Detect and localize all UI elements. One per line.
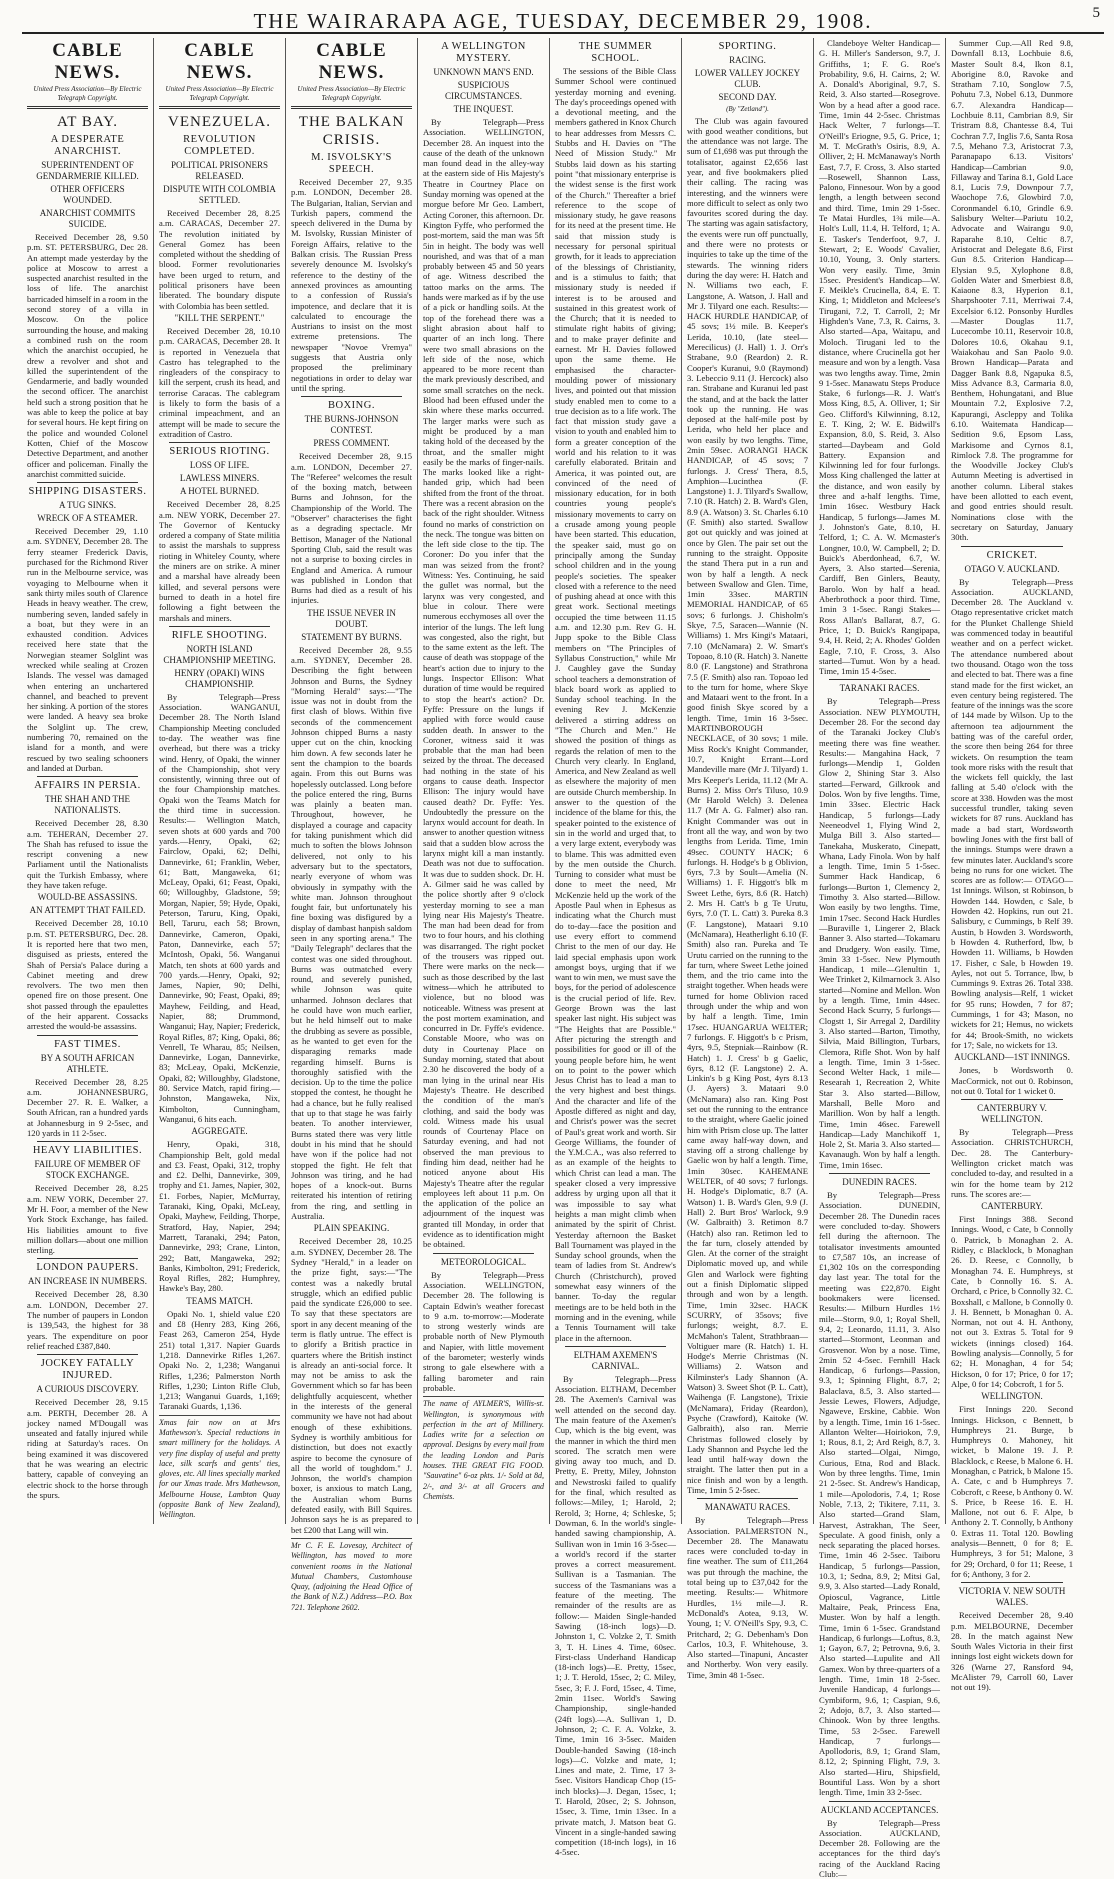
article-subhead: OTHER OFFICERS WOUNDED. xyxy=(50,184,125,205)
article-subhead: STATEMENT BY BURNS. xyxy=(301,631,402,642)
article-body: By Telegraph—Press Association. WELLINGTON, December 28. The following is Captain Edwin's weather forecast to 9 a.m. to-morrow:—Moderate to strong westerly winds are probable north of New Plymouth and Napier, with little movement of the barometer; westerly winds strong to gale elsewhere with a falling barometer and rain probable. xyxy=(423,1269,544,1393)
article-headline: VICTORIA V. NEW SOUTH WALES. xyxy=(958,1586,1066,1608)
article-body: By Telegraph—Press Association. WELLINGTON, December 28. An inquest into the cause of the death of the unknown man found dead in the alley-way at the eastern side of His Majesty's Theatre in Courtney Place on Sunday morning was opened at the morgue before Mr Geo. Lambert, Acting Coroner, this afternoon. Dr. Kington Fyffe, who performed the post-mortem, said the man was 5ft 5in in height. The body was well nourished, and was that of a man probably between 45 and 50 years of age. Witness described the tattoo marks on the arms. The hands were marked as if by the use of a pick or handling soils. At the top of the forehead there was a slight abrasion about half to quarter of an inch long. There were two small abrasions on the left side of the nose, which appeared to be more recent than the mark previously described, and some small scratches on the neck. Blood had been effused under the skin where these marks occurred. The larger marks were such as might be produced by a man taking hold of the deceased by the throat, and the smaller might easily be the marks of finger-nails. The marks looked like a right-handed grip, which had been shifted from the front of the throat. There was a recent abrasion on the back of the right shoulder. Witness found no marks of constriction on the neck. The tongue was bitten on the left side close to the tip. The Coroner: Do you infer that the man was seized from the front? Witness: Yes. Continuing, he said the gullet was normal, but the larynx was very congested, and blue in colour. There were numerous ecchymoses all over the interior of the lungs. The left lung was congested, also the right, but to the same extent as the left. The cause of death was stoppage of the heart's action due to injury to the lungs. Inspector Ellison: What duration of time would be required to stop the heart's action? Dr. Fyffe: Pressure on the lungs if applied with force would cause sudden death. In answer to the Coroner, witness said it was probable that the man had been seized by the throat. The deceased had nothing in the state of his organs to cause death. Inspector Ellison: The injury would have caused death? Dr. Fyffe: Yes. Undoubtedly the pressure on the larynx would account for death. In answer to another question witness said that a sudden blow across the larynx might kill a man instantly. Death was not due to suffocation. It was due to sudden shock. Dr. H. A. Gilmer said he was called by the police shortly after 9 o'clock yesterday morning to see a man lying near His Majesty's Theatre. The man had been dead for from two to four hours, and his clothing was disarranged. The right pocket of the trousers was ripped out. There were marks on the neck—such as those described by the last witness—which he attributed to violence, but no blood was noticeable. Witness was present at the post mortem examination, and concurred in Dr. Fyffe's evidence. Constable Moore, who was on duty in Courtenay Place on Sunday morning, stated that about 2.30 he discovered the body of a man lying in the urinal near His Majesty's Theatre. He described the condition of the man's clothing, and said the body was cold. Witness made his usual rounds of Courtenay Place on Saturday evening, and had not observed the man previous to finding him dead, neither had he noticed anyone about His Majesty's Theatre after the regular employees left about 11 p.m. On the application of the police an adjournment of the inquest was granted till Monday, in order that evidence as to identification might be obtained. xyxy=(423,117,544,1250)
article-body: Received December 27, 9.35 p.m. LONDON, December 28. The Bulgarian, Italian, Servian and Turkish papers, commend the speech delivered in the Duma by M. Isvolsky, Russian Minister of Foreign Affairs, relative to the Balkan crisis. The Russian Press severely denounce M. Isvolsky's reference to the destiny of the annexed provinces as amounting to a confession of Russia's impotence, and declare that it is calculated to encourage the Austrians to insist on the most extreme pretensions. The newspaper "Novoe Vremya" suggests that Austria only proposed the preliminary negotiations in order to delay war until the spring. xyxy=(291,177,412,393)
article-heavy-liabilities xyxy=(27,1145,148,1255)
article-body: Received December 28, 8.25 a.m. NEW YORK, December 27. The Governor of Kentucky ordered a company of State militia to assist the marshals to suppress rioting in Whiteley County, where the miners are on strike. A miner and a marshal have already been killed, and several persons were burned to death in a hotel fire following a fight between the marshals and miners. xyxy=(159,499,280,623)
article-headline: RIFLE SHOOTING. xyxy=(171,629,268,641)
article-subhead: AN INCREASE IN NUMBERS. xyxy=(27,1276,147,1287)
divider xyxy=(961,1099,1063,1100)
article-byline: (By "Zetland"). xyxy=(726,105,769,113)
article-headline: THE BALKAN CRISIS. xyxy=(298,114,405,148)
divider xyxy=(565,1346,666,1347)
article-headline: AUCKLAND ACCEPTANCES. xyxy=(820,1804,939,1815)
article-subhead: M. ISVOLSKY'S SPEECH. xyxy=(311,152,392,175)
article-subhead: A CURIOUS DISCOVERY. xyxy=(36,1384,139,1395)
divider xyxy=(169,626,270,627)
article-subhead: POLITICAL PRISONERS RELEASED. xyxy=(171,160,268,181)
article-body: First Innings 220. Second Innings. Hickson, c Bennett, b Humphreys 21. Burge, b Humphreys 0. Mahoney, hit wicket, b Malone 19. J. P. Blacklock, c Reese, b Malone 6. H. Monaghan, c Patrick, b Malone 15. A. Cate, c and b Humphreys 7. Cobcroft, c Reese, b Anthony 0. W. S. Price, b Reese 16. E. H. Mallone, not out 6. F. Alpe, b Anthony 2. T. Connolly, b Anthony 0. Extras 11. Total 120. Bowling analysis—Bennett, 0 for 8; E. Humphreys, 3 for 51; Malone, 3 for 29; Orchard, 0 for 11; Reese, 1 for 6; Anthony, 3 for 2. xyxy=(951,1404,1073,1579)
article-at-bay xyxy=(27,113,148,479)
article-headline: THE SUMMER SCHOOL. xyxy=(578,41,653,64)
article-shipping-disasters xyxy=(27,486,148,773)
article-subhead: RACING. xyxy=(729,55,766,65)
article-headline: DUNEDIN RACES. xyxy=(842,1177,917,1188)
article-headline: METEOROLOGICAL. xyxy=(440,1256,527,1267)
article-subhead: THE SHAH AND THE NATIONALISTS. xyxy=(44,794,131,816)
divider xyxy=(37,482,138,483)
article-headline: ELTHAM AXEMEN'S CARNIVAL. xyxy=(573,1349,658,1371)
article-headline: JOCKEY FATALLY INJURED. xyxy=(40,1358,135,1382)
divider xyxy=(829,679,930,680)
article-headline: CANTERBURY V. WELLINGTON. xyxy=(977,1103,1047,1125)
article-victoria-nsw xyxy=(951,1586,1073,1692)
divider xyxy=(37,1035,138,1036)
divider xyxy=(27,106,148,109)
masthead-title: THE WAIRARAPA AGE, TUESDAY, DECEMBER 29, 1908. xyxy=(253,9,873,33)
article-body: Received December 28, 9.40 p.m. MELBOURNE, December 28. In the match against New South Wales Victoria in their first innings lost eight wickets down for 326 (Warne 27, Ransford 94, McAlister 79, Carroll 60, Laver not out 19). xyxy=(951,1610,1073,1693)
article-serious-rioting xyxy=(159,446,280,623)
article-balkan-crisis xyxy=(291,113,412,393)
article-subhead: WRECK OF A STEAMER. xyxy=(37,513,138,524)
article-subhead: HENRY (OPAKI) WINS CHAMPIONSHIP. xyxy=(174,667,265,689)
article-headline: A WELLINGTON MYSTERY. xyxy=(441,41,526,64)
article-body: By Telegraph—Press Association. AUCKLAND, December 28. The Auckland v. Otago representative cricket match for the Plunket Challenge Shield was commenced today in beautiful weather and on a perfect wicket. The attendance numbered about two thousand. Otago won the toss and elected to bat. There was a fine stand made for the first wicket, an even century being registered. The feature of the innings was the score of 144 made by Wilson. Up to the afternoon tea adjournment the batting was of the careful order, the score then being 264 for three wickets. On resumption the team took more risks with the result that the wickets fell quickly, the last falling at 5.40 o'clock with the score at 338. Howden was the most successful trundler, taking seven wickets for 87 runs. Auckland has made a bad start, Wordsworth bowling Jones with the first ball of the innings. Stumps were drawn a few minutes later. Auckland's score being no runs for one wicket. The scores are as follow:— OTAGO—1st Innings. Wilson, st Robinson, b Howden 144. Howden, c Sale, b Howden 42. Hopkins, run out 21. Salisbury, c Cummings, b Relf 39. Austin, b Howden 3. Wordsworth, b Howden 4. Rutherford, lbw, b Howden 11. Williams, b Howden 17. Fisher, c Sale, b Howden 19. Ayles, not out 5. Torrance, lbw, b Cummings 9. Extras 26. Total 338. Bowling analysis—Relf, 1 wicket for 95 runs; Howden, 7 for 87; Cummings, 1 for 43; Mason, no wickets for 21; Hemus, no wickets for 44; Brook-Smith, no wickets for 17; Sale, no wickets for 13. xyxy=(951,576,1073,1050)
divider xyxy=(37,1141,138,1142)
article-manawatu-races xyxy=(687,1502,808,1680)
article-headline: SPORTING. xyxy=(718,41,777,52)
article-body: Received December 28, 10.10 p.m. CARACAS, December 28. It is reported in Venezuela that Castro has telegraphed to the ringleaders of the conspiracy to kill the serpent, crush its head, and terrorise Caracas. The cablegram is likely to form the basis of a criminal impeachment, and an attempt will be made to secure the extradition of Castro. xyxy=(159,325,280,439)
divider xyxy=(829,1801,930,1802)
article-canterbury-wellington xyxy=(951,1103,1073,1579)
article-meteorological xyxy=(423,1257,544,1394)
article-body: The Club was again favoured with good weather conditions, but the attendance was not large. The sum of £1,698 was put through the totalisator, against £2,656 last year, and five bookmakers plied their calling. The racing was interesting, and the winners were more difficult to select as only two favourites scored during the day. The starting was again satisfactory, the events were run off punctually, and there were no protests or inquiries to take up the time of the stewards. The winning riders during the day were: H. Hatch and N. Williams two each, F. Langstone, A. Watson, J. Hall and Mr J. Tilyard one each. Results:— HACK HURDLE HANDICAP, of 45 sovs; 1½ mile. B. Keeper's Lerida, 10.10, (late steel—Merecilicus) (J. Hall) 1. J. Orr's Strabane, 9.0 (Reardon) 2. R. Cooper's Kuranui, 9.0 (Raymond) 3. Lebeccio 9.11 (J. Hercock) also ran. Strabane and Kuranui led past the stand, and at the back the latter took up the running. He was deposed at the half-mile post by Lerida, who held her place and won easily by two lengths. Time, 2min 59sec. AORANGI HACK HANDICAP, of 45 sovs; 7 furlongs. J. Cress' Thera, 8.5, Amphion—Lucinthea (F. Langstone) 1. J. Tilyard's Swallow, 7.10 (R. Hatch) 2. B. Ward's Glen, 8.9 (A. Watson) 3. St. Charles 6.10 (F. Smith) also started. Swallow got out quickly and was joined at once by Glen. The pair set out the running to the straight. Opposite the stand Thera put in a run and won by half a length. A neck between Swallow and Glen. Time, 1min 33sec. MARTIN MEMORIAL HANDICAP, of 65 sovs; 6 furlongs. J. Chisholm's Skye, 7.5, Saracen—Wannie (N. Williams) 1. Mrs Kingi's Mataari, 7.10 (McNamara) 2. W. Smart's Topoao, 8.10 (R. Hatch) 3. Nanette 8.0 (F. Langstone) and Strathrona 7.5 (F. Smith) also ran. Topoao led to the turn for home, where Skye and Mataari went to the front. In a good finish Skye scored by a length. Time, 1min 16 3-5sec. MARTINBOROUGH NECKLACE, of 30 sovs; 1 mile. Miss Rock's Knight Commander, 10.7, Knight Errant—Lord Mandeville mare (Mr J. Tilyard) 1. Mrs Keeper's Lerida, 11.12 (Mr A. Burns) 2. Miss Orr's Tiluso, 10.9 (Mr Harold Welch) 3. Delenea 11.7 (Mr A. G. Falmer) also ran. Knight Commander was out in front all the way, and won by two lengths from Lerida. Time, 1min 49sec. COUNTY HACK; 6 furlongs. H. Hodge's b g Oblivion, 6yrs, 7.3 by Soult—Amelia (N. Williams) 1. F. Higgott's blk m Sweet Lethe, 6yrs, 8.6 (R. Hatch) 2. Mrs H. Catt's b g Te Urutu, 6yrs, 7.0 (T. L. Catt) 3. Pureka 8.3 (F. Langstone), Mataari 9.10 (McNamara), Heatherlight 6.10 (F. Smith) also ran. Pureka and Te Urutu carried on the running to the far turn, where Sweet Lethe joined them, and the trio came into the straight together. When heads were turned for home Oblivion raced through under the whip and won by half a length. Time, 1min 17sec. HUANGARUA WELTER; 7 furlongs. F. Higgott's b c Prism, 4yrs, 9.5, Stepniak—Rainbow (R. Hatch) 1. J. Cress' b g Gaelic, 6yrs, 8.12 (F. Langstone) 2. A. Linkin's b g King Post, 4yrs 8.13 (J. Ayers) 3. Mataari 9.0 (McNamara) also ran. King Post set out the running to the entrance to the straight, where Gaelic joined him with Prism close up. The latter came away half-way down, and staving off a strong challenge by Gaelic won by half a length. Time, 1min 30sec. KAHEMANE WELTER, of 40 sovs; 7 furlongs. H. Hodge's Diplomatic, 8.7 (A. Watson) 1. B. Ward's Glen, 9.9 (J. Hall) 2. Burt Bros' Warlock, 9.9 (W. Galbraith) 3. Retimon 8.7 (Hatch) also ran. Retimon led to the far turn, closely attended by Glen. At the corner of the straight Diplomatic moved up, and while Glen and Warlock were fighting out a finish Diplomatic slipped through and won by a length. Time, 1min 32sec. HACK SCURRY, of 35sovs; five furlongs; weight, 8.7. E. McMahon's Talent, Strathbraan—Voltiguer mare (R. Hatch) 1. H. Hodge's Merrie Christmas (N. Williams) 2. Watson and Kilminster's Lady Shannon (A. Watson) 3. Sweet Shot (P. L. Catt), Waihenga (F. Langstone), Trixie (McNamara), Friday (Reardon), Psyche (Crawford), Kaitoke (W. Galbraith), also ran. Merrie Christmas followed closely by Lady Shannon and Psyche led the lead until half-way down the straight. The latter then put in a nice finish and won by a length. Time, 1min 5 2-5sec. xyxy=(687,115,808,1495)
article-subhead: BY A SOUTH AFRICAN ATHLETE. xyxy=(40,1052,135,1074)
article-jockey-injured xyxy=(27,1358,148,1500)
article-subhead: AUCKLAND—1ST INNINGS. xyxy=(954,1052,1070,1063)
article-headline: SHIPPING DISASTERS. xyxy=(28,486,147,498)
article-body: By Telegraph—Press Association. AUCKLAND, December 28. Following are the acceptances for the third day's racing of the Auckland Racing Club:— xyxy=(819,1817,940,1879)
article-subhead: NORTH ISLAND CHAMPIONSHIP MEETING. xyxy=(163,643,276,665)
article-affairs-in-persia xyxy=(27,780,148,1031)
advertisement: Mr C. F. E. Lovesay, Architect of Wellington, has moved to more convenient rooms in the National Mutual Chambers, Customhouse Quay, (adjoining the Head Office of the Bank of N.Z.) Address—P.O. Box 721. Telephone 2602. xyxy=(291,1538,412,1613)
column-credit: United Press Association—By Electric Telegraph Copyright. xyxy=(165,85,274,102)
article-subhead: WOULD-BE ASSASSINS. xyxy=(37,892,138,903)
article-boxing xyxy=(291,400,412,1535)
divider xyxy=(301,396,402,397)
article-subhead: SUSPICIOUS CIRCUMSTANCES. xyxy=(444,80,523,101)
article-body: The sessions of the Bible Class Summer School were continued yesterday morning and evening. The day's proceedings opened with a devotional meeting, and the members gathered in Knox Church to hear addresses from Messrs C. Stubbs and H. Davies on "The Need of Mission Study." Mr Stubbs laid down as his starting point "that missionary enterprise is the widest sense is the first work of the Church." Thereafter a brief reference to the scope of missionary study, he gave reasons for its need at the present time. He said that mission study is necessary for personal spiritual growth, for it leads to appreciation of the blessings of Christianity, and is a stimulus to faith; that missionary study is needed if interest is to be aroused and sustained in this greatest work of the Church; that it is needed to stimulate right habits of giving; and to make prayer definite and earnest. Mr H. Davies followed upon the same theme. He emphasised the character-moulding power of missionary lives, and pointed out that mission study enabled men to come to a true decision as to a life work. The fact that mission study gave a vision to youth and enabled him to form a greater conception of the world and his relation to it was carefully elaborated. Britain and America, it was pointed out, are convinced of the need of missionary education, for in both countries young people's missionary movements to carry on a crusade among young people have been started. This education, the speaker said, must go on principally among the Sunday school children and in the young people's societies. The speaker closed with a reference to the need of pushing ahead at once with this great work. Sectional meetings occupied the time between 11.15 a.m. and 12.30 p.m. Rev G. H. Jupp spoke to the Bible Class members on "The Principles of Syllabus Construction," while Mr J. Caughley gave the Sunday school teachers a demonstration of black board work as applied to Sunday school teaching. In the evening Rev J. McKenzie delivered a stirring address on "The Church and Men." He showed the position of things as regards the relation of men to the Church very clearly. In England, America, and New Zealand as well as elsewhere the majority of men are outside Church membership. In answer to the question of the incidence of the blame for this, the speaker pointed to the existence of sin in the world and urged that, to a very large extent, everybody was to blame. This was admitted even by the men outside the Church. Turning to consider what must be done to meet the need, Mr McKenzie held up the work of the Apostle Paul when in Ephesus as indicating what the Church must do to-day—face the position and use every effort to commend Christ to the men of our day. He laid special emphasis upon work amongst boys, urging that if we want to win men, we must save the boys, for the period of adolescence is the crucial period of life. Rev. George Brown was the last speaker last night. His subject was "The Heights that are Possible." After picturing the strength and possibilities for good or ill of the young people before him, he went on to point to the power which Jesus Christ has to lead a man to the very highest and best things. And the character and life of the Apostle differed as night and day, and Christ's power was the secret of Paul's great work and worth. Sir George Williams, the founder of the Y.M.C.A., was also referred to as an example of the heights to which Christ can lead a man. The speaker closed a very impressive address by urging upon all that it was impossible to say what heights a man might climb when animated by the spirit of Christ. Yesterday afternoon the Basket Ball Tournament was played in the Sunday school grounds, when the team of ladies from St. Andrew's Church (Christchurch), proved somewhat easy winners of the banner. To-day the regular meetings are to be held both in the morning and in the evening, while a Tennis Tournament will take place in the afternoon. xyxy=(555,66,676,1343)
article-body: Received December 28, 9.15 a.m. LONDON, December 27. The "Referee" welcomes the result of the boxing match, between Burns and Johnson, for the Championship of the World. The "Observer" characterises the fight as a degrading spectacle. Mr Bettison, Manager of the National Sporting Club, said the result was not a surprise to boxing circles in England and America. A rumour was published in London that Burns had died as a result of his injuries. xyxy=(291,451,412,606)
article-subhead: A DESPERATE ANARCHIST. xyxy=(50,134,125,157)
column-heading: CABLE NEWS. xyxy=(52,40,123,83)
article-subhead: SUPERINTENDENT OF GENDARMERIE KILLED. xyxy=(36,160,139,181)
masthead xyxy=(22,6,1104,34)
article-eltham-carnival xyxy=(555,1350,676,1858)
article-body: By Telegraph—Press Association. CHRISTCHURCH, Dec. 28. The Canterbury-Wellington cricket match was concluded to-day, and resulted in a win for the home team by 212 runs. The scores are:— xyxy=(951,1127,1073,1199)
article-subhead: REVOLUTION COMPLETED. xyxy=(183,134,256,157)
article-venezuela xyxy=(159,113,280,439)
article-body: Received December 28, 10.10 p.m. ST. PETERSBURG, Dec. 28. It is reported here that two men, disguised as priests, entered the Shah of Persia's Palace during a Cabinet meeting and drew revolvers. The two men then opened fire on those present. One shot passed through the epaulettes of the heir apparent. Cossacks arrested the would-be assassins. xyxy=(27,918,148,1032)
article-subhead: "KILL THE SERPENT." xyxy=(174,312,265,323)
column-5 xyxy=(550,38,682,1858)
article-body: Summer Cup.—All Red 9.8, Downfall 8.13, Lochbuie 8.6, Master Soult 8.4, Ikon 8.1, Aborigine 8.0, Ravoke and Stratham 7.10, Songlow 7.5, Pohutu 7.3, Nobel 6.13, Dunmore 6.7. Alexandra Handicap—Lochbuie 8.11, Cambrian 8.9, Sir Tristram 8.8, Chantesse 8.4, Tui Cochran 7.7, Inglis 7.6, Santa Rosa 7.5, Mehano 7.3, Aristocrat 7.3, Paranapapo 6.13. Visitors' Handicap—Cambrian 9.0, Fillaway and Tarina 8.1, Gold Lace 8.1, Lucis 7.9, Downpour 7.7, Waochope 7.6, Glowbird 7.0, Coronmandel 6.10, Grindle 6.9. Salisbury Welter—Pariutu 10.2, Advocate and Wairangu 9.0, Raparahe 8.10, Celtic 8.7, Aristocrat and Delegate 8.6, First Gun 8.5. Criterion Handicap—Elysian 9.5, Xylophone 8.8, Golden Water and Smerbiest 8.8, Kaiaone 8.3, Hyperion 8.1, Sharpshooter 7.11, Merriwai 7.4, Excelsior 6.12. Ponsonby Hurdles—Master Douglas 11.7, Lucecombe 10.11, Reservoir 10.8, Dolores 10.6, Okahau 9.1, Waiakohau and San Paolo 9.0. Brown Handicap—Parata and Dagger Bank 8.8, Ngapuka 8.5, Miss Advance 8.3, Carmaria 8.0, Benthem, Hohungatani, and Blue Mountain 7.2, Explosive 7.2, Kapurangi, Ascleppy and Tolika 6.10. Waitemata Handicap—Sedition 9.6, Epsom Lass, Markisome and Cyrnos 8.1, Rimlock 7.8. The programme for the Woodville Jockey Club's Autumn Meeting is advertised in another column. Liberal stakes have been allotted to each event, and good entries should result. Nominations close with the secretary on Saturday, January 30th. xyxy=(951,38,1073,543)
divider xyxy=(697,1498,798,1499)
article-body: By Telegraph—Press Association. DUNEDIN, December 28. The Dunedin races were concluded to-day. Showers fell during the afternoon. The totalisator investments amounted to £7,587 10s, an increase of £1,302 10s on the corresponding day last year. The total for the meeting was £22,870. Eight bookmakers were licensed. Results:— Milburn Hurdles 1½ mile—Storm, 9.0, 1; Royal Shell, 9.4, 2; Leonardo, 11.11, 3. Also started—Stormont, Leonman and Grosvenor. Won by a nose. Time, 2min 52 4-5sec. Fernhill Hack Handicap, 6 furlongs—Passion, 9.3, 1; Spinning Flight, 8.7, 2; Balaclava, 8.5, 3. Also started—Jessie Lewes, Flowers, Adjudge, Ngaweve, Erskine, Cabbie. Won by a length. Time, 1min 16 1-5sec. Allanton Welter—Hoiriokon, 7.9, 1; Rous, 8.1, 2; Ard Reigh, 8.7, 3. Also started—Olgai, Nimgo, Curious, Etna, Rod and Black. Won by three lengths. Time, 1min 21 2-5sec. St. Andrew's Handicap, 1 mile—Apolodoris, 7.4, 1; Rose Noble, 7.13, 2; Tikitere, 7.11, 3. Also started—Grand Slam, Harvest, Astrakhan, The Seer, Speculate. A good finish, only a neck separating the placed horses. Time, 1min 46 2-5sec. Taiboru Handicap, 5 furlongs—Passion, 10.3, 1; Sedna, 8.9, 2; Mitsi Gal, 9.9, 3. Also started—Lady Ronald, Opioscul, Vagrance, Little Maltaire, Peak, Princess Ena, Muster. Won by half a length. Time, 1min 6 1-5sec. Grandstand Handicap, 6 furlongs—Loftus, 8.3, 1; Gayon, 6.7, 2; Petrovna, 9.6, 3. Also started—Lupulite and All Gamex. Won by three-quarters of a length. Time, 1min 18 2-5sec. Juvenile Handicap, 4 furlongs—Cymbiform, 9.6, 1; Caspian, 9.6, 2; Adojo, 8.7, 3. Also started—Chinook. Won by three lengths. Time, 53 2-5sec. Farewell Handicap, 7 furlongs—Apollodoris, 8.9, 1; Grand Slam, 8.12, 2; Spinning Flight, 7.9, 3. Also started—Hiru, Shipsfield, Bountiful Lass. Won by a short length. Time, 1min 33 2-5sec. xyxy=(819,1190,940,1798)
article-body: Received December 28, 10.25 a.m. SYDNEY, December 28. The Sydney "Herald," in a leader on the prize fight, says:—"The contest was a nakedly brutal struggle, which an edified public paid the syndicate £26,000 to see. To say that these spectators are sport in any decent meaning of the term is flatly untrue. The effect is to glorify a British practice in quarters where the British instinct is already an anti-social force. It may not be amiss to ask the Government which so far has been delightfully acquiescent, whether in the interests of the general community we have not had about enough of these exhibitions. Sydney is worthily ambitious for distinction, but does not exactly aspire to become the cynosure of all the world of toughdom." J. Johnson, the world's champion boxer, is anxious to match Lang, the Australian whom Burns defeated easily, with Bill Squires. Johnson says he is as prepared to bet £200 that Lang will win. xyxy=(291,1236,412,1535)
column-7 xyxy=(814,38,946,1879)
article-wellington-mystery xyxy=(423,41,544,1250)
column-heading: CABLE NEWS. xyxy=(184,40,255,83)
article-headline: MANAWATU RACES. xyxy=(704,1502,791,1513)
article-subhead: UNKNOWN MAN'S END. xyxy=(433,67,534,77)
article-body: By Telegraph—Press Association. WANGANUI, December 28. The North Island Championship Meeting concluded to-day. The weather was fine overhead, but there was a tricky wind. Henry, of Opaki, the winner of the Championship, shot very consistently, winning three out of the four Championship matches. Opaki won the Teams Match for the third time in succession. Results:— Wellington Match, seven shots at 600 yards and 700 yards.—Henry, Opaki, 62; Fairclow, Opaki, 62; Delhi, Dannevirke, 61; Franklin, Weber, 61; Batt, Mangaweka, 61; McLeay, Opaki, 61; Feast, Opaki, 60; Willoughby, Gladstone, 59; Morgan, Napier, 59; Hyde, Opaki, Peterson, Taruru, King, Opaki, Bell, Taruru, each 58; Brown, Dannevirke, Cameron, Opaki, Paton, Dannevirke, each 57; McIntosh, Opaki, 56. Wanganui Match, ten shots at 600 yards and 700 yards.—Henry, Opaki, 92; James, Napier, 90; Delhi, Dannevirke, 90; Feast, Opaki, 89; Mayhew, Feilding, and Head, Napier, 88; Drummond, Wanganui; Hay, Napier; Frederick, Royal Rifles, 87; King, Opaki, 86; Venrell, Te Wharau, 85; Neilsen, Dannevirke, Logan, Dannevirke, 83; McLeay, Opaki, McKenzie, Opaki, 82; Willoughby, Gladstone, 80. Service Match, rapid firing.—Johnston, Mangaweka, Nix, Kimbolton, Cunningham, Wanganui, 6 hits each. xyxy=(159,691,280,1124)
divider xyxy=(829,1173,930,1174)
column-1 xyxy=(22,38,154,1524)
article-body: By Telegraph—Press Association. PALMERSTON N., December 28. The Manawatu races were concluded to-day in fine weather. The sum of £11,264 was put through the machine, the total being up to £37,042 for the meeting. Results:— Whitmore Hurdles, 1½ mile—J. R. McDonald's Aotea, 9.13, W. Young, 1; V. O'Neill's Spy, 9.3, C. Pritchard, 2; G. Debenham's Don Carlos, 10.3, F. Whitehouse, 3. Also started—Tinapuni, Ancaster and Northerby. Won very easily. Time, 3min 48 1-5sec. xyxy=(687,1515,808,1680)
article-london-paupers xyxy=(27,1262,148,1351)
advertisement: Xmas fair now on at Mrs Mathewson's. Special reductions in smart millinery for the holidays. A very fine display of useful and pretty lace, silk scarfs and gents' ties, gloves, etc. All lines specially marked for our Xmas trade. Mrs Mathewson, Melbourne House, Lambton Quay (opposite Bank of New Zealand), Wellington. xyxy=(159,1415,280,1521)
article-subhead: THE BURNS-JOHNSON CONTEST. xyxy=(304,414,399,436)
columns xyxy=(22,38,1104,1879)
article-rifle-shooting xyxy=(159,630,280,1412)
article-subhead: DISPUTE WITH COLOMBIA SETTLED. xyxy=(163,184,276,205)
article-subhead: A HOTEL BURNED. xyxy=(180,486,259,497)
article-headline: FAST TIMES. xyxy=(54,1038,121,1050)
divider xyxy=(961,1582,1063,1583)
article-subhead: SECOND DAY. xyxy=(718,92,777,102)
divider xyxy=(37,1258,138,1259)
article-body: Henry, Opaki, 318, Championship Belt, gold medal and £3. Feast, Opaki, 312, trophy and £2. Delhi, Dannevirke, 309, trophy and £1. James, Napier, 302, £1. Forbes, Napier, McMurray, Taranaki, King, Opaki, McLeay, Opaki, Mayhew, Feilding, Thorpe, Stratford, Hay, Napier, 294; Marrett, Taranaki, 294; Paton, Dannevirke, 293; Crane, Linton, 292; Batt, Mangaweka, 292; Banks, Kimbolton, 291; Frederick, Royal Rifles, 282; Humphrey, Hawke's Bay, 280. xyxy=(159,1139,280,1294)
article-fast-times xyxy=(27,1039,148,1139)
article-subhead: AN ATTEMPT THAT FAILED. xyxy=(29,905,146,916)
column-6 xyxy=(682,38,814,1680)
column-credit: United Press Association—By Electric Telegraph Copyright. xyxy=(33,85,142,102)
column-heading: CABLE NEWS. xyxy=(316,40,387,83)
column-credit: United Press Association—By Electric Telegraph Copyright. xyxy=(297,85,406,102)
divider xyxy=(159,106,280,109)
divider xyxy=(291,106,412,109)
article-body: Received December 28, 8.30 a.m. TEHERAN, December 27. The Shah has refused to issue the rescript convening a new Parliament until the Nationalists quit the Turkish Embassy, where they have taken refuge. xyxy=(27,818,148,891)
article-subhead: TEAMS MATCH. xyxy=(186,1295,253,1306)
article-headline: AT BAY. xyxy=(57,114,118,130)
article-subhead: PLAIN SPEAKING. xyxy=(313,1223,390,1234)
article-subhead: LAWLESS MINERS. xyxy=(179,473,260,484)
article-headline: HEAVY LIABILITIES. xyxy=(32,1145,143,1157)
article-body: Received December 28, 8.25 a.m. NEW YORK, December 27. Mr H. Foor, a member of the New York Stock Exchange, has failed. His liabilities amount to five million dollars—about one million sterling. xyxy=(27,1183,148,1256)
article-subhead: AGGREGATE. xyxy=(191,1126,248,1137)
article-subhead: OTAGO V. AUCKLAND. xyxy=(964,563,1060,574)
article-headline: AFFAIRS IN PERSIA. xyxy=(34,780,141,792)
article-body: Received December 28, 9.55 a.m. SYDNEY, December 28. Describing the fight between Johnson and Burns, the Sydney "Morning Herald" says:—"The issue was not in doubt from the first clash of blows. Within five seconds of the commencement Johnson chipped Burns a nasty upper cut on the chin, knocking him down. A few seconds later he sent the champion to the boards again. From this out Burns was hopelessly outclassed. Long before the police entered the ring, Burns was plainly a beaten man. Throughout, however, he displayed a courage and capacity for taking punishment which did much to soften the blows Johnson delivered, not only to his adversary but to the spectators, nearly everyone of whom was obviously in sympathy with the white man. Johnson throughout fought fair, but unfortunately his fine boxing was disfigured by a display of dambast hanpish saldom seen in any sporting arena." The "Daily Telegraph" declares that the contest was one sided throughout. Burns was outmatched every round, and severely punished, while Johnson was quite unharmed. Johnson declares that he could have won much earlier, but he held himself out to make the drubbing as severe as possible, as he wanted to get even for the disparaging remarks made regarding himself. Burns is thoroughly satisfied with the decision. Up to the time the police stopped the contest, he thought he had a chance, but he fully realised that up to that stage he was fairly beaten. To another interviewer, Burns stated there was very little doubt in his mind that he should have won if the police had not stopped the fight. He felt that Johnson was tiring, and he had hopes of a knock-out. Burns reiterated his intention of retiring from the ring, and settling in Australia. xyxy=(291,644,412,1222)
article-headline: CRICKET. xyxy=(986,549,1038,561)
article-body: Opaki No. 1, shield value £20 and £8 (Henry 283, King 266, Feast 263, Cameron 254, Hyde 251) total 1,317. Napier Guards 1,218. Dannevirke Rifles 1,267. Opaki No. 2, 1,238; Wanganui Rifles, 1,236; Palmerston North Rifles, 1,230; Linton Rifle Club, 1,213; Wanganui Guards, 1,169; Taranaki Guards, 1,136. xyxy=(159,1308,280,1412)
article-subhead: THE INQUEST. xyxy=(453,104,514,114)
advertisement: The name of AYLMER'S, Willis-st. Wellington, is synonymous with perfection in the art of Millinery. Ladies write for a selection on approval. Designs by every mail from the leading London and Paris houses. THE GREAT FIG FOOD. "Sauvatine" 6-oz pkts. 1/- Sold at 8d, 2/-, and 3/- at all Grocers and Chemists. xyxy=(423,1396,544,1502)
article-cricket xyxy=(951,550,1073,1097)
article-subhead: A TUG SINKS. xyxy=(58,500,117,511)
divider xyxy=(961,546,1063,547)
article-subhead: ANARCHIST COMMITS SUICIDE. xyxy=(39,208,136,229)
page-number: 5 xyxy=(1092,5,1102,21)
article-headline: BOXING. xyxy=(328,400,375,412)
article-body: Clandeboye Welter Handicap—G. H. Miller's Sanderson, 9.7, J. Griffiths, 1; F. G. Roe's Probability, 9.6, H. Cairns, 2; W. A. Donald's Aboriginal, 9.7, S. Reid, 3. Also started—Rosegrove. Won by a head after a good race. Time, 1min 44 2-5sec. Christmas Hack Welter, 7 furlongs—T. O'Neill's Eriogne, 9.5, G. Price, 1; M. T. McGrath's Osiris, 8.9, A. Olliver, 2; H. McManaway's North East, 7.7, F. Cross, 3. Also started—Rosewell, Shannon Lass, Palono, Finnesour. Won by a good length, a length between second and third. Time, 1min 29 1-5sec. Te Matai Hurdles, 1¾ mile—A. Holt's Lull, 11.4, H. Telford, 1; A. E. Tasker's Tenderfoot, 9.7, J. Stewart, 2; E. Woods' Cavalier, 10.10, Young, 3. Only starters. Won very easily. Time, 3min 15sec. President's Handicap—W. F. Meikle's Crucinella, 8.4, E. T. King, 1; Middleton and Mcleese's Tirugani, 7.2, T. Carroll, 2; Mr Highden's Vane, 7.3, R. Cairns, 3. Also started—Apa, Waitapu, and Moloch. Tirugani led to the distance, where Crucinella got her measure and won by a length. Vasa was two lengths away. Time, 2min 9 1-5sec. Manawatu Steps Produce Stake, 6 furlongs—R. J. Watt's Moss King, 8.5, A. Olliver, 1; Sir Geo. Clifford's Kilwinning, 8.12, E. T. King, 2; W. E. Bidwill's Expansion, 8.0, S. Reid, 3. Also started—Daybeam and Gold Battery. Expansion and Kilwinning led for four furlongs. Moss King challenged the latter at the distance, and won easily by three and a-half lengths. Time, 1min 16sec. Westbury Hack Handicap, 5 furlongs—James M. J. Johnston's Gate, 8.10, H. Telford, 1; C. A. W. Mcmaster's Longner, 10.0, W. Campbell, 2; D. Buick's Aberdonhead, 6.7, W. Ayers, 3. Also started—Serenia, Cardiff, Ben Ginlers, Beauty, Barolo. Won by half a head. Aberbrothock a poor third. Time, 1min 3 1-5sec. Rangi Stakes—Ross Allan's Ballarat, 8.7, G. Price, 1; D. Buick's Rangipapa, 9.4, H. Reid, 2; A. Rhodes' Golden Eagle, 7.10, F. Cross, 3. Also started—Tumut. Won by a head. Time, 1min 15 4-5sec. xyxy=(819,38,940,677)
column-3 xyxy=(286,38,418,1612)
column-4 xyxy=(418,38,550,1524)
article-body: By Telegraph—Press Association. ELTHAM, December 28. The Axemen's Carnival was well attended on the second day. The main feature of the Axemen's Cup, which is the big event, was the manner in which the third men scored. The scratch men were giving away too much, and D. Pretty, E. Pretty, Miley, Johnston and Newstroski failed to qualify for the final, which resulted as follows:—Miley, 1; Harold, 2; Rerold, 3; Horne, 4; Schleske, 5; Dowman, 6. In the world's single-handed sawing championship, A. Sullivan won in 1min 16 3-5sec—a world's record if the starter proves a correct measurement. Sullivan is a Tasmanian. The success of the Tasmanians was a feature of the meeting. The remainder of the results are as follow:— Maiden Single-handed Sawing (18-inch logs)—D. Johnston 1, C. Volzke 2, T. Smith 3, T. H. Lines 4. Time, 60sec. First-class Underhand Handicap (18-inch logs)—E. Pretty, 15sec, 1; J. T. Herold, 15sec, 2; C. Miley, 5sec, 3; F. J. Ford, 15sec, 4. Time, 2min 11sec. World's Sawing Championship, single-handed (24ft logs).—A. Sullivan 1, D. Johnson, 2; C. F. A. Volzke, 3. Time, 1min 16 3-5sec. Maiden Double-handed Sawing (18-inch logs)—C. Volzke and mate, 1; Lines and mate, 2. Time, 17 3-5sec. Visitors Handicap Chop (15-inch blocks)—J. Degan, 15sec, 1; T. Harold, 20sec, 2; S. Johnson, 15sec, 3. Time, 1min 13sec. In a private match, J. Matson beat G. Vincent in a single-handed sawing competition (18-inch logs), in 16 4-5sec. xyxy=(555,1373,676,1858)
article-subhead: LOSS OF LIFE. xyxy=(189,460,250,471)
article-dunedin-races xyxy=(819,1177,940,1798)
article-body: First Innings 388. Second Innings. Wood, c Cate, b Connolly 0. Patrick, b Monaghan 2. A. Ridley, c Blacklock, b Monaghan 26. D. Reese, c Connolly, b Monaghan 74. E. Humphreys, st Cate, b Connolly 16. S. A. Orchard, c Price, b Connolly 32. C. Boxshall, c Mallone, b Connolly 0. J. H. Bennett, b Monaghan 0. A. Norman, not out 4. H. Anthony, not out 3. Extras 5. Total for 9 wickets (innings closed) 164. Bowling analysis—Connolly, 5 for 62; H. Monaghan, 4 for 54; Hickson, 0 for 17; Price, 0 for 17; Alpe, 0 for 14; Cobcroft, 1 for 5. xyxy=(951,1214,1073,1389)
divider xyxy=(37,776,138,777)
article-body: Received December 28, 8.25 a.m. JOHANNESBURG, December 27. R. E. Walker, a South African, ran a hundred yards at Johannesburg in 9 2-5sec, and 120 yards in 11 2-5sec. xyxy=(27,1076,148,1139)
article-subhead: PRESS COMMENT. xyxy=(313,438,390,449)
article-subhead: THE ISSUE NEVER IN DOUBT. xyxy=(307,607,396,629)
article-acceptances-continued xyxy=(951,38,1073,543)
article-headline: SERIOUS RIOTING. xyxy=(169,446,270,458)
article-manawatu-results xyxy=(819,38,940,676)
article-subhead: FAILURE OF MEMBER OF STOCK EXCHANGE. xyxy=(34,1159,141,1181)
article-summer-school xyxy=(555,41,676,1343)
article-body: Jones, b Wordsworth 0. MacCormick, not out 0. Robinson, not out 0. Total for 1 wicket 0. xyxy=(951,1065,1073,1096)
article-subhead: WELLINGTON. xyxy=(981,1391,1043,1402)
article-headline: TARANAKI RACES. xyxy=(839,683,920,694)
article-body: Received December 28, 9.15 a.m. PERTH, December 28. A jockey named M'Dougall was unseated and fatally injured while riding at Saturday's races. On being examined it was discovered that he was wearing an electric battery, capable of conveying an electric shock to the horse through the spurs. xyxy=(27,1397,148,1500)
article-subhead: CANTERBURY. xyxy=(981,1201,1043,1212)
article-taranaki-races xyxy=(819,683,940,1170)
column-8 xyxy=(946,38,1078,1693)
article-body: Received December 28, 9.50 p.m. ST. PETERSBURG, Dec 28. An attempt made yesterday by the police at Moscow to arrest a suspected anarchist resulted in the loss of life. The anarchist barricaded himself in a room in the second storey of a villa in Moscow. On the police surrounding the house, and making a combined rush on the room which the anarchist occupied, he drew a revolver and shot and killed the superintendent of the Gendarmerie, and badly wounded the second officer. The anarchist held such a strong position that he was able to keep the police at bay for several hours. He kept firing on the police and wounded Colonel Kotten, Chief of the Moscow Detective Department, and another officer and policeman. Finally the anarchist committed suicide. xyxy=(27,232,149,479)
divider xyxy=(433,1253,534,1254)
article-auckland-acceptances xyxy=(819,1805,940,1879)
article-headline: VENEZUELA. xyxy=(168,114,271,130)
article-body: By Telegraph—Press Association. NEW PLYMOUTH, December 28. For the second day of the Taranaki Jockey Club's meeting there was fine weather. Results:— Mangahina Hack, 7 furlongs—Mendip 1, Golden Glow 2, Shining Star 3. Also started—Ferward, Gilkrook and Dolos. Won by five lengths. Time, 1min 33sec. Electric Hack Handicap, 5 furlongs—Lady Neeneodvel 1, Flying Wind 2, Mulga Bill 3. Also started—Tanekaha, Muskerato, Cinepatt, Whana, Lady Finola. Won by half a length. Time, 1min 5 1-5sec. Summer Hack Handicap, 6 furlongs—Burton 1, Clemency 2, Timothy 3. Also started—Billow. Won easily by two lengths. Time, 1min 17sec. Second Hack Hurdles—Buraville 1, Lingerer 2, Black Banner 3. Also started—Tokamaru and Drudgery. Won easily. Time, 3min 33 1-5sec. New Plymouth Handicap, 1 mile—Glenultin 1, Wee Trinket 2, Kilmarnock 3. Also started—Nomine and Mellon. Won by a length. Time, 1min 44sec. Second Hack Scurry, 5 furlongs—Clogstt 1, Sir Arregal 2, Dardility 3. Also started—Barton, Timothy, Silvia, Maid Billington, Turbars, Clemora, Rifle Shot. Won by half a length. Time, 1min 3 1-5sec. Second Welter Hack, 1 mile—Researah 1, Recreation 2, White Star 3. Also started—Billow, Marshall, Belle Moro and Marillion. Won by half a length. Time, 1min 46sec. Farewell Handicap—Lady Manchikoff 1, Hole 2, St. Maria 3. Also started—Kavanaugh. Won by half a length. Time, 1min 16sec. xyxy=(819,696,940,1170)
article-subhead: LOWER VALLEY JOCKEY CLUB. xyxy=(694,68,801,89)
article-body: Received December 29, 1.10 a.m. SYDNEY, December 28. The ferry steamer Frederick Davis, purchased for the Richmond River run in the Melbourne service, was voyaging to Melbourne when it sank thirty miles south of Clarence Heads in heavy weather. The crew, numbering seven, landed safely in a boat, but they were in an exhausted condition. Advices received here state that the Norwegian steamer Solglint was wrecked while sealing at Crozen Islands. The vessel was damaged when entering an unchartered channel, and beached to prevent her sinking. A portion of the stores were landed. A heavy sea broke the Solglint up. The crew, numbering 70, remained on the island for a month, and were rescued by two sealing schooners and landed at Durban. xyxy=(27,526,148,773)
column-2 xyxy=(154,38,286,1524)
article-headline: LONDON PAUPERS. xyxy=(36,1262,139,1274)
article-body: Received December 28, 8.30 a.m. LONDON, December 27. The number of paupers in London is 139,543, the highest for 38 years. The expenditure on poor relief reached £387,840. xyxy=(27,1289,148,1351)
article-sporting xyxy=(687,41,808,1495)
article-body: Received December 28, 8.25 a.m. CARACAS, December 27. The revolution initiated by General Gomez has been completed without the shedding of blood. Former revolutionaries have been urged to return, and political prisoners have been liberated. The boundary dispute with Colombia has been settled. xyxy=(159,208,280,311)
divider xyxy=(169,442,270,443)
divider xyxy=(37,1354,138,1355)
